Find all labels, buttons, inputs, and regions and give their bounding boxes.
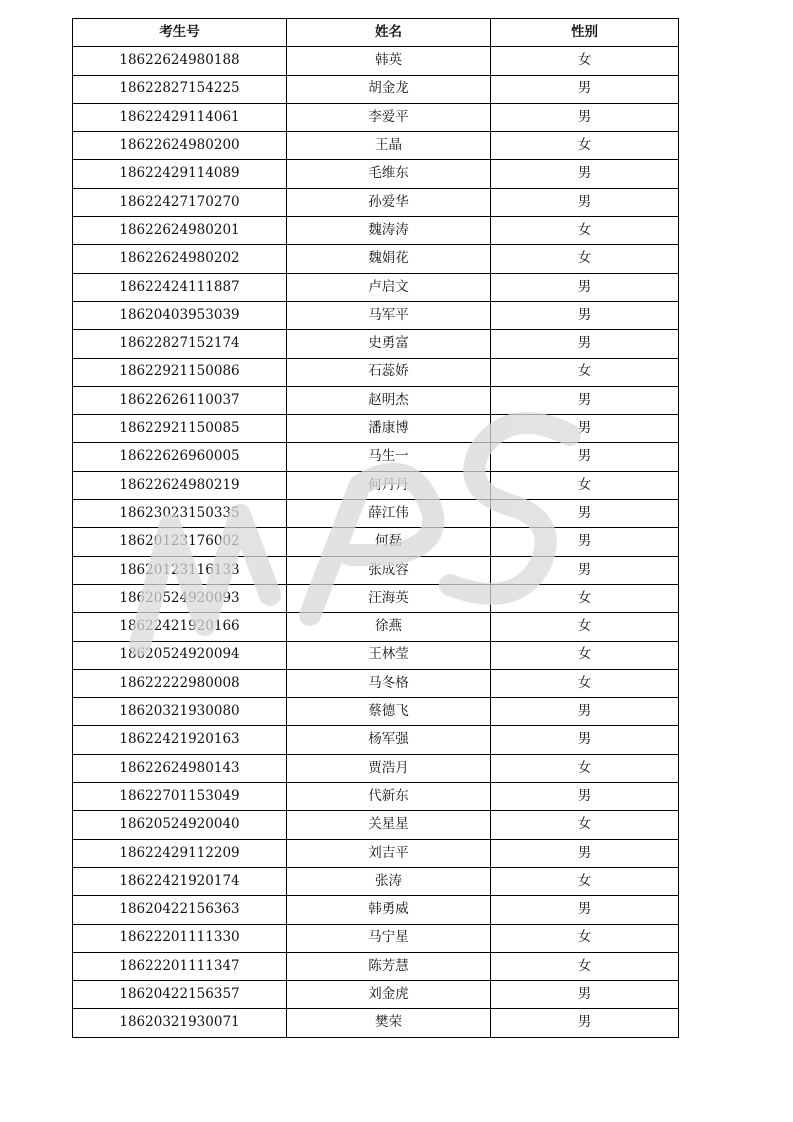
name-cell: 王林莹 bbox=[287, 641, 491, 669]
name-cell: 杨军强 bbox=[287, 726, 491, 754]
exam-number-cell: 18622421920166 bbox=[73, 613, 287, 641]
table-row bbox=[73, 358, 679, 386]
table-row bbox=[73, 386, 679, 414]
gender-cell: 男 bbox=[491, 726, 679, 754]
name-cell: 马宁星 bbox=[287, 924, 491, 952]
gender-cell: 男 bbox=[491, 75, 679, 103]
table-row bbox=[73, 896, 679, 924]
table-row bbox=[73, 443, 679, 471]
name-cell: 赵明杰 bbox=[287, 386, 491, 414]
gender-cell: 女 bbox=[491, 358, 679, 386]
table-row bbox=[73, 641, 679, 669]
table-body bbox=[73, 47, 679, 1037]
gender-cell: 男 bbox=[491, 556, 679, 584]
column-header-exam-number: 考生号 bbox=[73, 19, 287, 47]
name-cell: 蔡德飞 bbox=[287, 698, 491, 726]
table-row bbox=[73, 500, 679, 528]
exam-number-cell: 18622421920174 bbox=[73, 867, 287, 895]
table-row bbox=[73, 867, 679, 895]
gender-cell: 男 bbox=[491, 301, 679, 329]
name-cell: 王晶 bbox=[287, 132, 491, 160]
exam-number-cell: 18622624980201 bbox=[73, 217, 287, 245]
gender-cell: 男 bbox=[491, 1009, 679, 1037]
gender-cell: 男 bbox=[491, 386, 679, 414]
table-row bbox=[73, 952, 679, 980]
exam-number-cell: 18620524920093 bbox=[73, 584, 287, 612]
gender-cell: 男 bbox=[491, 160, 679, 188]
table-row bbox=[73, 811, 679, 839]
exam-number-cell: 18620321930071 bbox=[73, 1009, 287, 1037]
gender-cell: 女 bbox=[491, 47, 679, 75]
table-row bbox=[73, 528, 679, 556]
student-roster-table bbox=[72, 18, 679, 1038]
name-cell: 史勇富 bbox=[287, 330, 491, 358]
table-row bbox=[73, 132, 679, 160]
gender-cell: 男 bbox=[491, 839, 679, 867]
table-row bbox=[73, 839, 679, 867]
exam-number-cell: 18622427170270 bbox=[73, 188, 287, 216]
exam-number-cell: 18622201111330 bbox=[73, 924, 287, 952]
exam-number-cell: 18622429114089 bbox=[73, 160, 287, 188]
table-row bbox=[73, 47, 679, 75]
table-row bbox=[73, 245, 679, 273]
name-cell: 张涛 bbox=[287, 867, 491, 895]
exam-number-cell: 18622624980143 bbox=[73, 754, 287, 782]
name-cell: 徐燕 bbox=[287, 613, 491, 641]
table-row bbox=[73, 188, 679, 216]
table-row bbox=[73, 301, 679, 329]
column-header-name: 姓名 bbox=[287, 19, 491, 47]
name-cell: 潘康博 bbox=[287, 415, 491, 443]
exam-number-cell: 18622921150085 bbox=[73, 415, 287, 443]
gender-cell: 男 bbox=[491, 500, 679, 528]
exam-number-cell: 18620524920094 bbox=[73, 641, 287, 669]
exam-number-cell: 18622424111887 bbox=[73, 273, 287, 301]
exam-number-cell: 18622429114061 bbox=[73, 103, 287, 131]
table-row bbox=[73, 726, 679, 754]
exam-number-cell: 18622701153049 bbox=[73, 783, 287, 811]
exam-number-cell: 18622626960005 bbox=[73, 443, 287, 471]
name-cell: 韩英 bbox=[287, 47, 491, 75]
gender-cell: 女 bbox=[491, 217, 679, 245]
name-cell: 薛江伟 bbox=[287, 500, 491, 528]
gender-cell: 女 bbox=[491, 669, 679, 697]
name-cell: 胡金龙 bbox=[287, 75, 491, 103]
table-row bbox=[73, 981, 679, 1009]
name-cell: 陈芳慧 bbox=[287, 952, 491, 980]
gender-cell: 女 bbox=[491, 471, 679, 499]
table-row bbox=[73, 75, 679, 103]
exam-number-cell: 18622827154225 bbox=[73, 75, 287, 103]
exam-number-cell: 18620403953039 bbox=[73, 301, 287, 329]
table-row bbox=[73, 924, 679, 952]
table-row bbox=[73, 613, 679, 641]
name-cell: 何磊 bbox=[287, 528, 491, 556]
gender-cell: 女 bbox=[491, 584, 679, 612]
name-cell: 汪海英 bbox=[287, 584, 491, 612]
exam-number-cell: 18620321930080 bbox=[73, 698, 287, 726]
gender-cell: 女 bbox=[491, 924, 679, 952]
name-cell: 马生一 bbox=[287, 443, 491, 471]
name-cell: 何丹丹 bbox=[287, 471, 491, 499]
gender-cell: 男 bbox=[491, 981, 679, 1009]
gender-cell: 女 bbox=[491, 867, 679, 895]
name-cell: 刘金虎 bbox=[287, 981, 491, 1009]
gender-cell: 男 bbox=[491, 103, 679, 131]
gender-cell: 男 bbox=[491, 896, 679, 924]
table-row bbox=[73, 754, 679, 782]
exam-number-cell: 18622827152174 bbox=[73, 330, 287, 358]
gender-cell: 女 bbox=[491, 952, 679, 980]
name-cell: 魏娟花 bbox=[287, 245, 491, 273]
table-row bbox=[73, 584, 679, 612]
table-row bbox=[73, 1009, 679, 1037]
exam-number-cell: 18622421920163 bbox=[73, 726, 287, 754]
name-cell: 孙爱华 bbox=[287, 188, 491, 216]
gender-cell: 男 bbox=[491, 415, 679, 443]
exam-number-cell: 18622201111347 bbox=[73, 952, 287, 980]
gender-cell: 男 bbox=[491, 783, 679, 811]
gender-cell: 男 bbox=[491, 528, 679, 556]
table-row bbox=[73, 273, 679, 301]
table-row bbox=[73, 103, 679, 131]
table-row bbox=[73, 415, 679, 443]
gender-cell: 男 bbox=[491, 698, 679, 726]
gender-cell: 男 bbox=[491, 330, 679, 358]
exam-number-cell: 18620123116133 bbox=[73, 556, 287, 584]
exam-number-cell: 18620422156363 bbox=[73, 896, 287, 924]
name-cell: 贾浩月 bbox=[287, 754, 491, 782]
name-cell: 魏涛涛 bbox=[287, 217, 491, 245]
exam-number-cell: 18622626110037 bbox=[73, 386, 287, 414]
name-cell: 韩勇威 bbox=[287, 896, 491, 924]
gender-cell: 女 bbox=[491, 641, 679, 669]
table-row bbox=[73, 217, 679, 245]
exam-number-cell: 18623023150335 bbox=[73, 500, 287, 528]
exam-number-cell: 18622921150086 bbox=[73, 358, 287, 386]
gender-cell: 男 bbox=[491, 443, 679, 471]
name-cell: 张成容 bbox=[287, 556, 491, 584]
name-cell: 毛维东 bbox=[287, 160, 491, 188]
gender-cell: 女 bbox=[491, 754, 679, 782]
exam-number-cell: 18620524920040 bbox=[73, 811, 287, 839]
table-row bbox=[73, 160, 679, 188]
name-cell: 刘吉平 bbox=[287, 839, 491, 867]
table-row bbox=[73, 669, 679, 697]
exam-number-cell: 18622429112209 bbox=[73, 839, 287, 867]
table-row bbox=[73, 783, 679, 811]
name-cell: 关星星 bbox=[287, 811, 491, 839]
table-row bbox=[73, 330, 679, 358]
table-header-row bbox=[73, 19, 679, 47]
name-cell: 代新东 bbox=[287, 783, 491, 811]
gender-cell: 男 bbox=[491, 188, 679, 216]
table-row bbox=[73, 471, 679, 499]
exam-number-cell: 18622624980188 bbox=[73, 47, 287, 75]
table-row bbox=[73, 556, 679, 584]
gender-cell: 女 bbox=[491, 811, 679, 839]
name-cell: 樊荣 bbox=[287, 1009, 491, 1037]
gender-cell: 女 bbox=[491, 245, 679, 273]
name-cell: 石蕊娇 bbox=[287, 358, 491, 386]
name-cell: 马军平 bbox=[287, 301, 491, 329]
gender-cell: 女 bbox=[491, 132, 679, 160]
exam-number-cell: 18622222980008 bbox=[73, 669, 287, 697]
exam-number-cell: 18622624980219 bbox=[73, 471, 287, 499]
column-header-gender: 性别 bbox=[491, 19, 679, 47]
exam-number-cell: 18620123176002 bbox=[73, 528, 287, 556]
exam-number-cell: 18622624980202 bbox=[73, 245, 287, 273]
table-row bbox=[73, 698, 679, 726]
gender-cell: 男 bbox=[491, 273, 679, 301]
exam-number-cell: 18620422156357 bbox=[73, 981, 287, 1009]
name-cell: 李爱平 bbox=[287, 103, 491, 131]
name-cell: 马冬格 bbox=[287, 669, 491, 697]
gender-cell: 女 bbox=[491, 613, 679, 641]
exam-number-cell: 18622624980200 bbox=[73, 132, 287, 160]
name-cell: 卢启文 bbox=[287, 273, 491, 301]
